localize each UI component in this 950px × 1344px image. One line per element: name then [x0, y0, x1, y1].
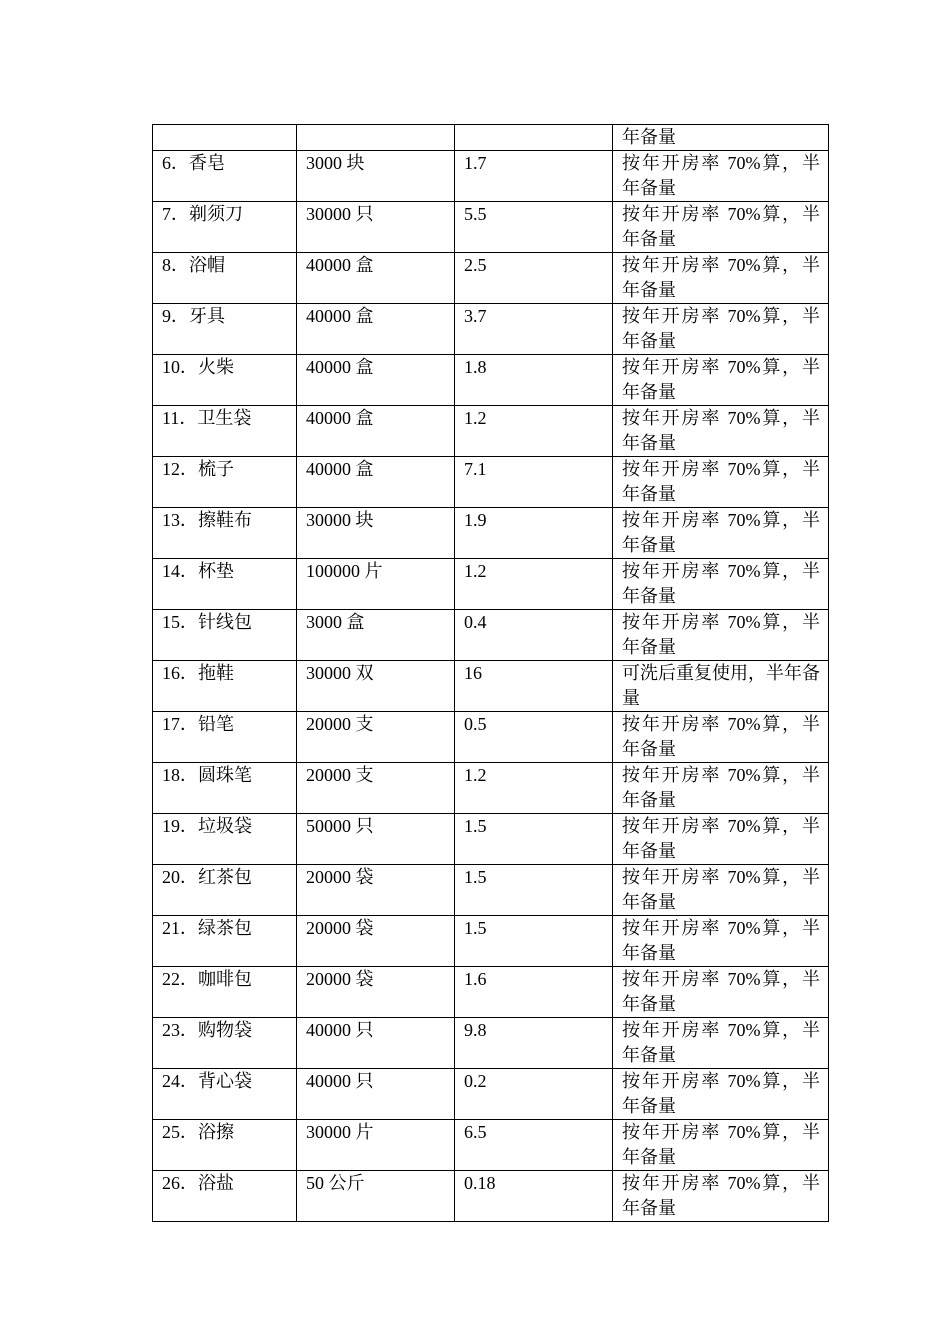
price-cell: 2.5	[455, 253, 613, 304]
item-name-cell: 8．浴帽	[153, 253, 297, 304]
price-cell: 1.5	[455, 865, 613, 916]
table-row	[153, 355, 829, 406]
item-name-cell: 26．浴盐	[153, 1171, 297, 1222]
quantity-cell: 40000 盒	[297, 304, 455, 355]
item-name-cell	[153, 125, 297, 151]
price-cell: 1.5	[455, 814, 613, 865]
price-cell: 1.6	[455, 967, 613, 1018]
item-name-cell: 9．牙具	[153, 304, 297, 355]
note-cell: 年备量	[613, 125, 829, 151]
note-cell: 按年开房率 70%算，半年备量	[613, 610, 829, 661]
quantity-cell: 20000 支	[297, 763, 455, 814]
price-cell: 9.8	[455, 1018, 613, 1069]
quantity-cell: 50000 只	[297, 814, 455, 865]
note-cell: 按年开房率 70%算，半年备量	[613, 1120, 829, 1171]
item-name-cell: 18．圆珠笔	[153, 763, 297, 814]
item-name-cell: 22．咖啡包	[153, 967, 297, 1018]
note-cell: 按年开房率 70%算，半年备量	[613, 712, 829, 763]
item-name-cell: 23．购物袋	[153, 1018, 297, 1069]
table-row	[153, 916, 829, 967]
item-name-cell: 12．梳子	[153, 457, 297, 508]
price-cell: 5.5	[455, 202, 613, 253]
quantity-cell: 40000 盒	[297, 355, 455, 406]
item-name-cell: 24．背心袋	[153, 1069, 297, 1120]
note-cell: 按年开房率 70%算，半年备量	[613, 406, 829, 457]
quantity-cell: 3000 盒	[297, 610, 455, 661]
item-name-cell: 15．针线包	[153, 610, 297, 661]
table-row	[153, 1018, 829, 1069]
table-row	[153, 865, 829, 916]
price-cell: 1.2	[455, 763, 613, 814]
table-row	[153, 508, 829, 559]
note-cell: 按年开房率 70%算，半年备量	[613, 814, 829, 865]
table-row	[153, 1120, 829, 1171]
price-cell: 3.7	[455, 304, 613, 355]
supplies-table	[152, 124, 829, 1222]
item-name-cell: 6．香皂	[153, 151, 297, 202]
quantity-cell: 30000 片	[297, 1120, 455, 1171]
note-cell: 按年开房率 70%算，半年备量	[613, 355, 829, 406]
table-row	[153, 661, 829, 712]
item-name-cell: 10．火柴	[153, 355, 297, 406]
quantity-cell: 20000 支	[297, 712, 455, 763]
quantity-cell	[297, 125, 455, 151]
quantity-cell: 20000 袋	[297, 916, 455, 967]
item-name-cell: 17．铅笔	[153, 712, 297, 763]
table-row	[153, 712, 829, 763]
quantity-cell: 50 公斤	[297, 1171, 455, 1222]
table-row	[153, 559, 829, 610]
note-cell: 按年开房率 70%算，半年备量	[613, 967, 829, 1018]
item-name-cell: 14．杯垫	[153, 559, 297, 610]
note-cell: 按年开房率 70%算，半年备量	[613, 559, 829, 610]
table-row	[153, 202, 829, 253]
price-cell	[455, 125, 613, 151]
note-cell: 按年开房率 70%算，半年备量	[613, 304, 829, 355]
note-cell: 按年开房率 70%算，半年备量	[613, 916, 829, 967]
quantity-cell: 40000 盒	[297, 253, 455, 304]
price-cell: 1.2	[455, 406, 613, 457]
quantity-cell: 20000 袋	[297, 865, 455, 916]
note-cell: 按年开房率 70%算，半年备量	[613, 253, 829, 304]
table-row	[153, 610, 829, 661]
table-row	[153, 1171, 829, 1222]
note-cell: 可洗后重复使用，半年备量	[613, 661, 829, 712]
item-name-cell: 19．垃圾袋	[153, 814, 297, 865]
table-row	[153, 763, 829, 814]
item-name-cell: 25．浴擦	[153, 1120, 297, 1171]
note-cell: 按年开房率 70%算，半年备量	[613, 151, 829, 202]
note-cell: 按年开房率 70%算，半年备量	[613, 1069, 829, 1120]
note-cell: 按年开房率 70%算，半年备量	[613, 1018, 829, 1069]
quantity-cell: 30000 双	[297, 661, 455, 712]
note-cell: 按年开房率 70%算，半年备量	[613, 763, 829, 814]
price-cell: 1.9	[455, 508, 613, 559]
price-cell: 16	[455, 661, 613, 712]
table-row	[153, 304, 829, 355]
table-row	[153, 814, 829, 865]
price-cell: 0.2	[455, 1069, 613, 1120]
table-row	[153, 151, 829, 202]
item-name-cell: 11．卫生袋	[153, 406, 297, 457]
price-cell: 0.18	[455, 1171, 613, 1222]
quantity-cell: 30000 块	[297, 508, 455, 559]
table-row	[153, 967, 829, 1018]
quantity-cell: 40000 盒	[297, 457, 455, 508]
price-cell: 6.5	[455, 1120, 613, 1171]
item-name-cell: 20．红茶包	[153, 865, 297, 916]
table-row	[153, 406, 829, 457]
price-cell: 1.2	[455, 559, 613, 610]
table-row	[153, 457, 829, 508]
quantity-cell: 40000 只	[297, 1018, 455, 1069]
supplies-table-body	[153, 125, 829, 1222]
quantity-cell: 30000 只	[297, 202, 455, 253]
quantity-cell: 40000 只	[297, 1069, 455, 1120]
price-cell: 1.5	[455, 916, 613, 967]
note-cell: 按年开房率 70%算，半年备量	[613, 202, 829, 253]
table-row-continued	[153, 125, 829, 151]
item-name-cell: 7．剃须刀	[153, 202, 297, 253]
price-cell: 1.7	[455, 151, 613, 202]
item-name-cell: 13．擦鞋布	[153, 508, 297, 559]
table-row	[153, 1069, 829, 1120]
item-name-cell: 16．拖鞋	[153, 661, 297, 712]
note-cell: 按年开房率 70%算，半年备量	[613, 508, 829, 559]
table-row	[153, 253, 829, 304]
price-cell: 1.8	[455, 355, 613, 406]
note-cell: 按年开房率 70%算，半年备量	[613, 1171, 829, 1222]
note-cell: 按年开房率 70%算，半年备量	[613, 457, 829, 508]
note-cell: 按年开房率 70%算，半年备量	[613, 865, 829, 916]
item-name-cell: 21．绿茶包	[153, 916, 297, 967]
quantity-cell: 40000 盒	[297, 406, 455, 457]
price-cell: 7.1	[455, 457, 613, 508]
quantity-cell: 20000 袋	[297, 967, 455, 1018]
price-cell: 0.5	[455, 712, 613, 763]
price-cell: 0.4	[455, 610, 613, 661]
quantity-cell: 3000 块	[297, 151, 455, 202]
quantity-cell: 100000 片	[297, 559, 455, 610]
